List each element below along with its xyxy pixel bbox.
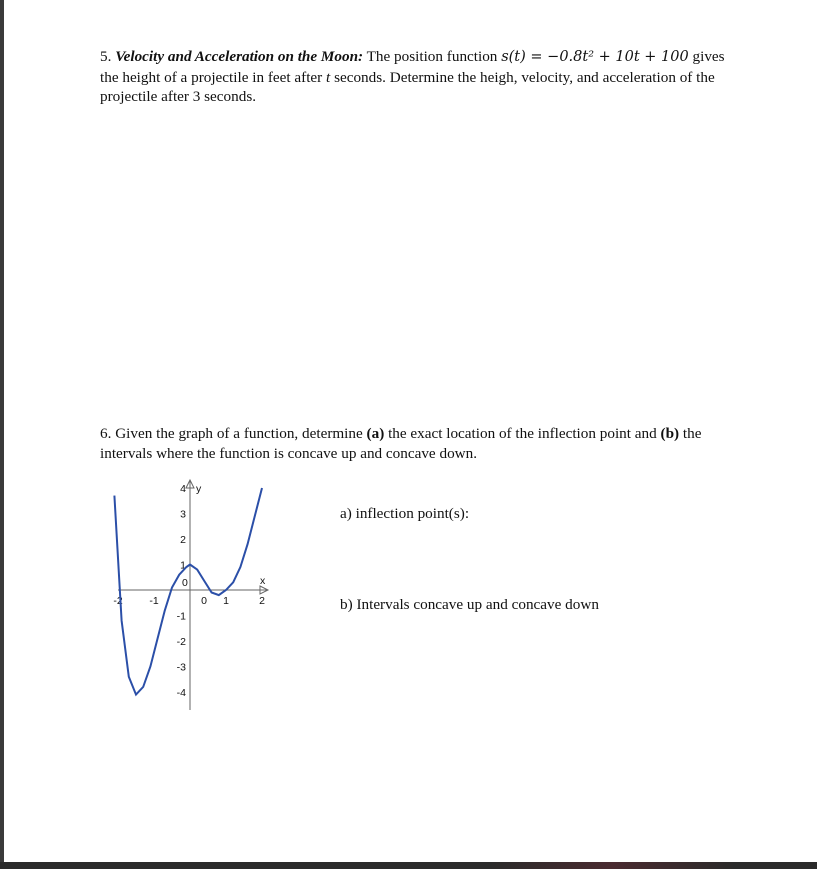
x-axis-label: x xyxy=(260,575,266,587)
x-tick-label: -1 xyxy=(149,595,159,607)
problem-5-title: Velocity and Acceleration on the Moon: xyxy=(115,48,364,65)
problem-6-text-c: the intervals where the function is concave up and concave down. xyxy=(100,425,702,462)
origin-label: 0 xyxy=(182,577,188,589)
problem-5-var: t xyxy=(326,68,331,86)
function-graph xyxy=(100,470,290,720)
function-lhs: s(t) xyxy=(501,49,526,65)
y-tick-label: -3 xyxy=(176,661,186,674)
function-curve xyxy=(114,488,262,695)
answer-a-label: a) inflection point(s): xyxy=(340,505,470,522)
problem-6-text-b: the exact location of the inflection point and xyxy=(388,425,657,442)
y-tick-label: 2 xyxy=(180,534,186,546)
x-tick-label: 0 xyxy=(201,595,207,607)
y-tick-label: 3 xyxy=(180,508,186,521)
bottom-bar xyxy=(0,862,817,869)
y-tick-label: 1 xyxy=(180,559,186,572)
x-ticks xyxy=(113,595,265,607)
x-tick-label: -2 xyxy=(113,595,123,607)
y-tick-label: -2 xyxy=(176,636,186,648)
problem-6-paragraph xyxy=(100,424,740,463)
window-left-edge xyxy=(0,0,4,869)
problem-5-intro: The position function xyxy=(366,48,498,65)
problem-6-number: 6. xyxy=(100,425,112,442)
problem-5-text-a: gives the height of a projectile in feet after xyxy=(100,48,725,86)
x-tick-label: 1 xyxy=(223,595,229,607)
problem-6-text-a: Given the graph of a function, determine xyxy=(115,425,363,442)
problem-6-part-b: (b) xyxy=(660,425,680,442)
answer-b-label: b) Intervals concave up and concave down xyxy=(340,596,599,613)
problem-5-paragraph xyxy=(100,47,740,107)
y-axis-label: y xyxy=(196,483,202,495)
function-rhs: −0.8t² + 10t + 100 xyxy=(547,49,689,65)
problem-5-number: 5. xyxy=(100,48,112,65)
position-function: s(t) = −0.8t² + 10t + 100 xyxy=(501,49,689,65)
problem-5-text-b: seconds. Determine the heigh, velocity, and acceleration of the projectile after 3 seconds. xyxy=(100,68,715,105)
y-tick-label: -1 xyxy=(176,610,186,623)
y-tick-label: -4 xyxy=(176,687,186,699)
x-tick-label: 2 xyxy=(259,595,265,607)
y-tick-label: 4 xyxy=(180,483,186,495)
problem-6-part-a: (a) xyxy=(366,425,385,442)
y-ticks xyxy=(177,483,187,699)
